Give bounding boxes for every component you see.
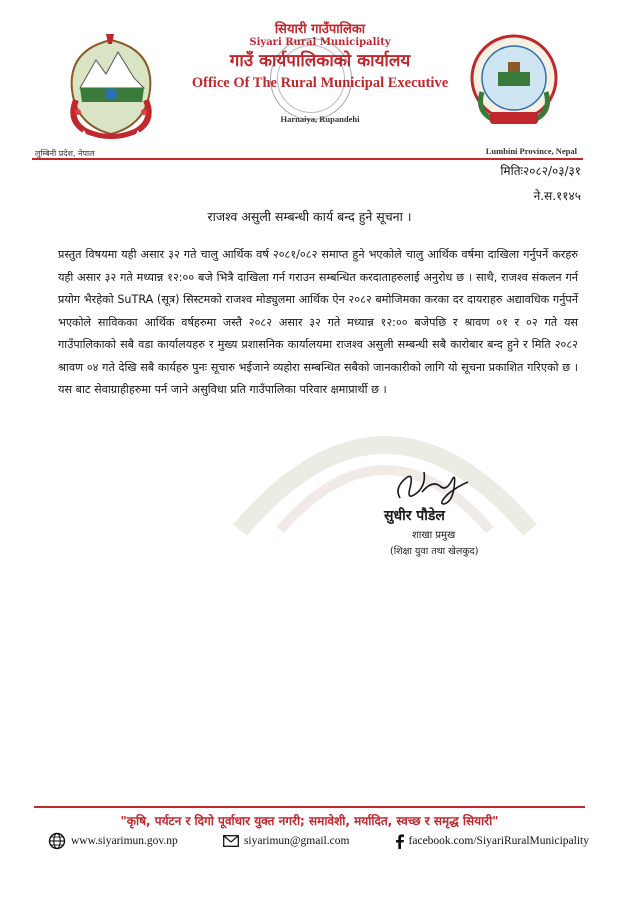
email-link[interactable]: siyarimun@gmail.com [243,835,350,847]
signatory-title: शाखा प्रमुख [412,530,456,541]
notice-date: मितिः२०८२/०३/३१ [500,164,581,178]
facebook-link[interactable]: facebook.com/SiyariRuralMunicipality [408,835,589,847]
footer-divider [34,806,585,808]
footer-slogan: "कृषि, पर्यटन र दिगो पूर्वाधार युक्त नगरी; समावेशी, मर्यादित, स्वच्छ र समृद्ध सियारी" [120,814,499,828]
footer-contacts [48,832,589,850]
office-stamp [270,38,352,120]
globe-icon [48,832,66,850]
municipality-name-en: Siyari Rural Municipality [249,37,391,48]
signatory-department: (शिक्षा युवा तथा खेलकुद) [390,546,479,557]
notice-subject: राजश्व असुली सम्बन्धी कार्य बन्द हुने सूचना । [207,209,412,224]
website-link[interactable]: www.siyarimun.gov.np [71,835,178,847]
header-divider [32,158,583,160]
reference-number: ने.स.११४५ [533,189,581,203]
province-caption-np: लुम्बिनी प्रदेश, नेपाल [35,149,95,158]
office-name-en: Office Of The Rural Municipal Executive [191,75,449,91]
office-name-np: गाउँ कार्यपालिकाको कार्यालय [229,51,411,71]
nepal-emblem-icon [62,30,160,142]
facebook-icon [395,834,404,849]
website-contact[interactable] [48,832,178,850]
facebook-contact[interactable] [395,834,589,849]
notice-body: प्रस्तुत विषयमा यही असार ३२ गते चालु आर्थिक वर्ष २०८१/०८२ समाप्त हुने भएकोले चालु आर्थिक वर्षमा दाखिला गर्नुपर्ने करहरु यही असार ३२ गते मध्यान्न १२:०० बजे भित्रै दाखिला गर्न गराउन सम्बन्धित करदाताहरुलाई अनुरोध छ । साथै, राजश्व संकलन गर्न प्रयोग भैरहेको SuTRA (सूत्र) सिस्टमको राजश्व मोड्युलमा आर्थिक ऐन २०८२ बमोजिमका करका दर दायराहरु अद्यावधिक गर्नुपर्ने भएकोले साविकका आर्थिक वर्षहरुमा जस्तै २०८२ असार ३२ गते मध्यान्न १२:०० बजेपछि र श्रावण ०१ र ०२ गते यस गाउँपालिकाको सबै वडा कार्यालयहरु र मुख्य प्रशासनिक कार्यालयमा राजश्व असुली सम्बन्धी सबै कारोबार बन्द हुने र मिति २०८२ श्रावण ०४ गते देखि सबै कार्यहरु पुनः सूचारु भईजाने व्यहोरा सम्बन्धित सबैको जानकारीको लागि यो सूचना प्रकाशित गरिएको छ । यस बाट सेवाग्राहीहरुमा पर्न जाने असुविधा प्रति गाउँपालिका परिवार क्षमाप्रार्थी छ । [58,248,578,396]
signature [392,458,472,506]
office-location: Harnaiya, Rupandehi [280,114,360,124]
municipality-name-np: सियारी गाउँपालिका [274,22,366,37]
email-contact[interactable] [223,835,349,847]
signatory-name: सुधीर पौडेल [384,508,445,524]
mail-icon [223,835,239,847]
municipality-logo-icon [468,32,560,132]
province-caption-en: Lumbini Province, Nepal [485,146,577,156]
